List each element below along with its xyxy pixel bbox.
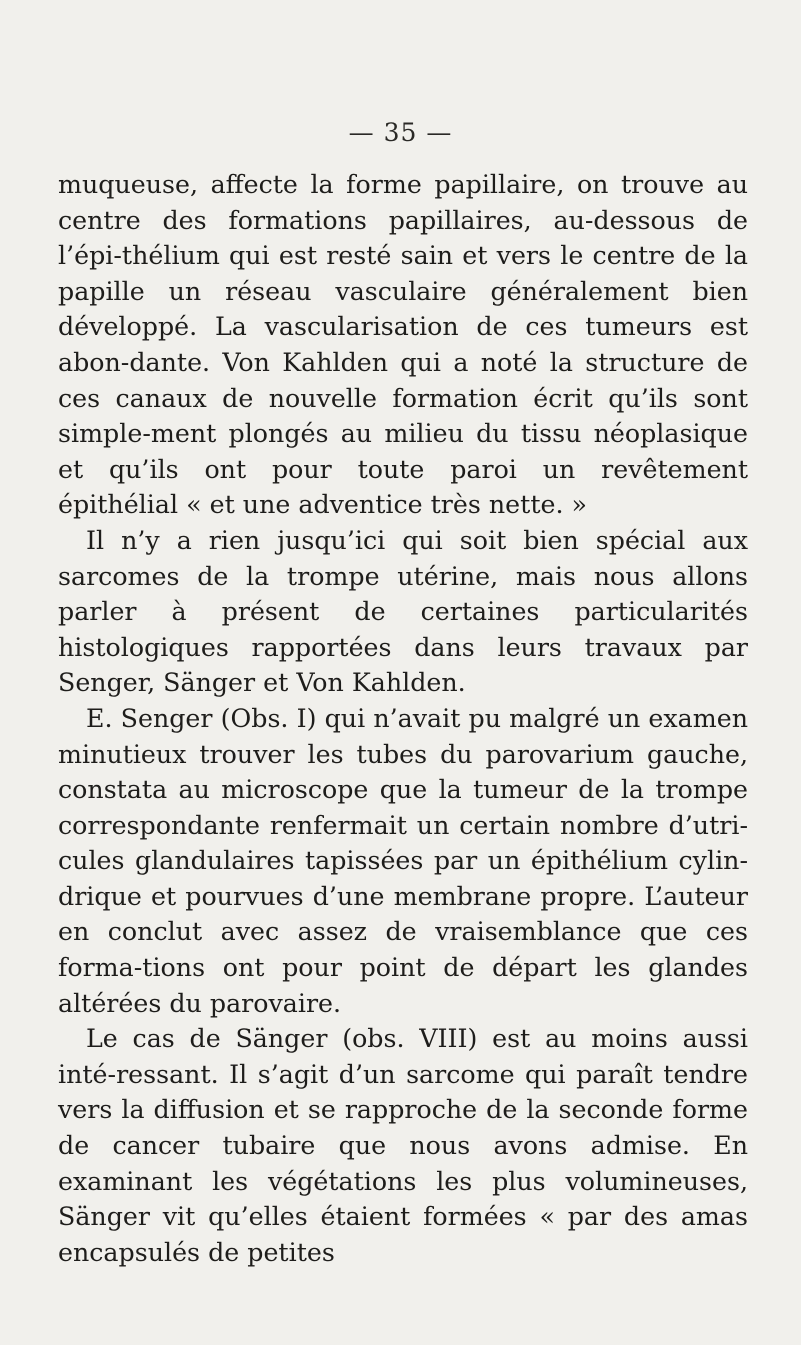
page-number: — 35 —	[348, 118, 453, 147]
paragraph-3: E. Senger (Obs. I) qui n’avait pu malgré un examen minutieux trouver les tubes du parovarium gauche, constata au microscope que la tumeur de la trompe correspondante renfermait un certain nombre d’utri-cules glandulaires tapissées par un épithélium cylin-drique et pourvues d’une membrane propre. L’auteur en conclut avec assez de vraisemblance que ces forma-tions ont pour point de départ les glandes altérées du parovaire.	[58, 703, 748, 1018]
paragraph-4: Le cas de Sänger (obs. VIII) est au moins aussi inté-ressant. Il s’agit d’un sarcome qui paraît tendre vers la diffusion et se rapproche de la seconde forme de cancer tubaire que nous avons admise. En examinant les végétations les plus volumineuses, Sänger vit qu’elles étaient formées « par des amas encapsulés de petites	[58, 1024, 748, 1267]
paragraph-1: muqueuse, affecte la forme papillaire, on trouve au centre des formations papillaires, au-dessous de l’épi-thélium qui est resté sain et vers le centre de la papille un réseau vasculaire généralement bien développé. La vascularisation de ces tumeurs est abon-dante. Von Kahlden qui a noté la structure de ces canaux de nouvelle formation écrit qu’ils sont simple-ment plongés au milieu du tissu néoplasique et qu’ils ont pour toute paroi un revêtement épithélial « et une adventice très nette. »	[58, 170, 748, 520]
body-text	[58, 167, 748, 1270]
paragraph-2: Il n’y a rien jusqu’ici qui soit bien spécial aux sarcomes de la trompe utérine, mais nous allons parler à présent de certaines particularités histologiques rapportées dans leurs travaux par Senger, Sänger et Von Kahlden.	[58, 525, 748, 698]
